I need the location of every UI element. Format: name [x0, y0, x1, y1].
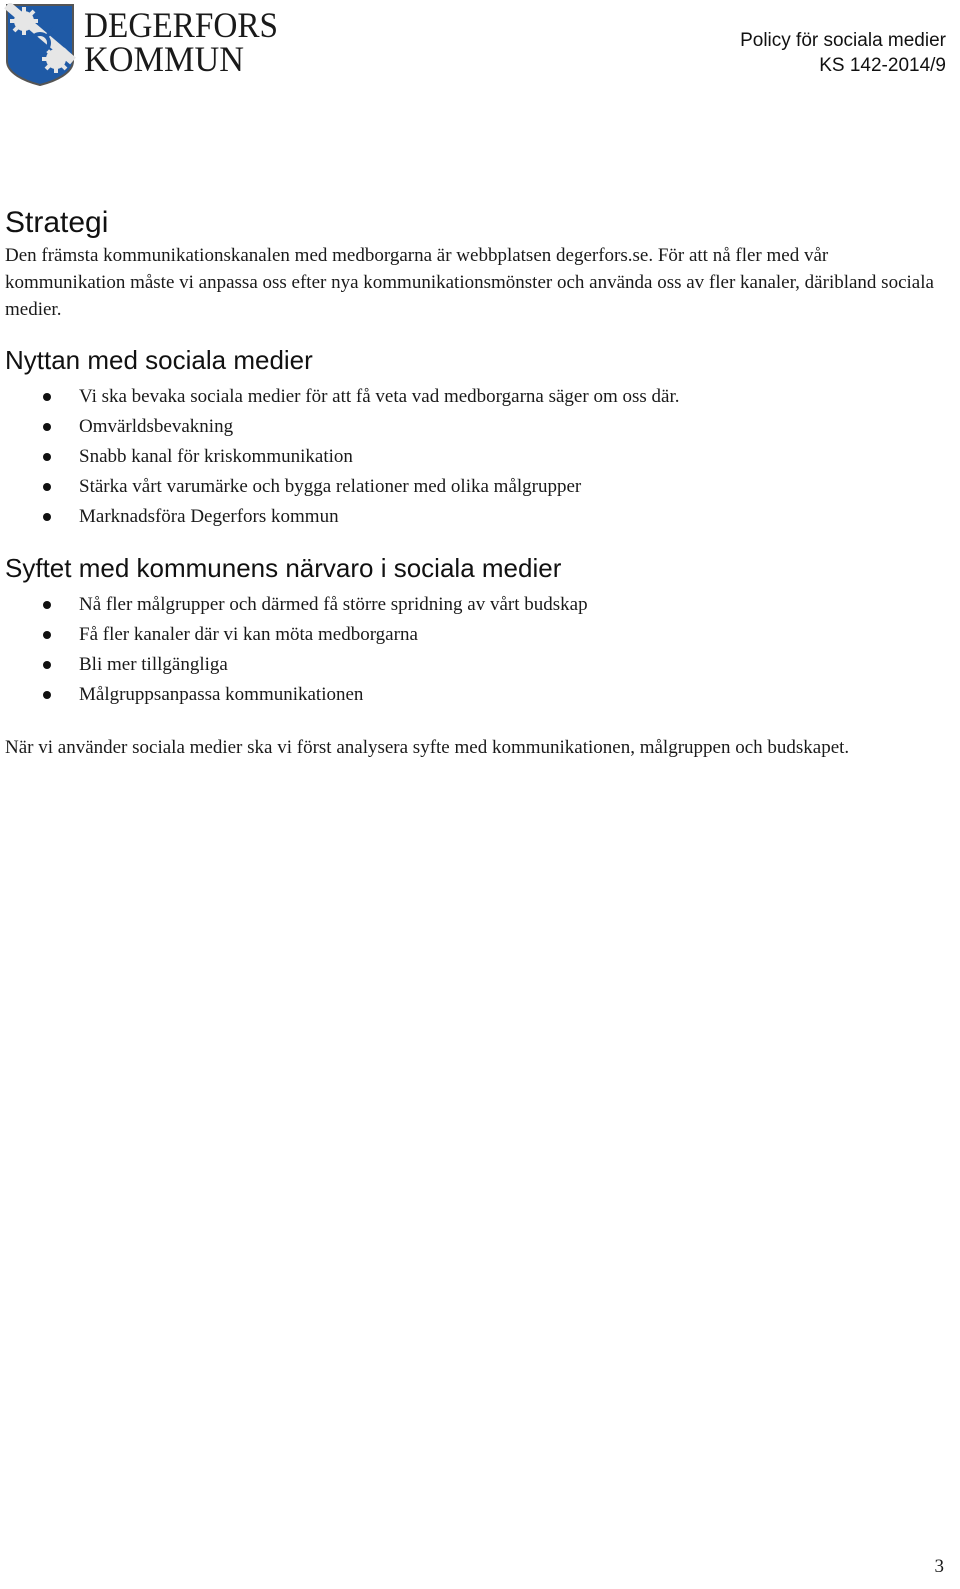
- bullet-icon: [43, 393, 51, 401]
- list-item: [5, 650, 945, 680]
- list-item: [5, 442, 945, 472]
- logo-line-2: KOMMUN: [84, 39, 244, 77]
- list-item: [5, 590, 945, 620]
- heading-strategi: Strategi: [5, 206, 109, 239]
- list-item-text: Snabb kanal för kriskommunikation: [79, 446, 353, 467]
- heading-nyttan: Nyttan med sociala medier: [5, 345, 313, 375]
- degerfors-kommun-logo: [4, 3, 284, 89]
- list-item-text: Bli mer tillgängliga: [79, 654, 228, 675]
- list-item: [5, 472, 945, 502]
- list-item: [5, 412, 945, 442]
- document-reference: [740, 28, 946, 78]
- closing-paragraph: När vi använder sociala medier ska vi först analysera syfte med kommunikationen, målgruppen och budskapet.: [5, 737, 850, 758]
- list-item-text: Få fler kanaler där vi kan möta medborgarna: [79, 624, 418, 645]
- logo-line-1: DEGERFORS: [84, 5, 278, 45]
- list-item-text: Marknadsföra Degerfors kommun: [79, 506, 339, 527]
- bullet-icon: [43, 483, 51, 491]
- logo-wordmark: [84, 5, 284, 77]
- bullet-icon: [43, 661, 51, 669]
- list-item: [5, 502, 945, 532]
- bullet-icon: [43, 601, 51, 609]
- document-title: Policy för sociala medier: [740, 30, 946, 51]
- nyttan-list: [5, 382, 945, 532]
- bullet-icon: [43, 631, 51, 639]
- heading-syftet: Syftet med kommunens närvaro i sociala medier: [5, 553, 562, 583]
- bullet-icon: [43, 423, 51, 431]
- list-item: [5, 680, 945, 710]
- page-header: [0, 0, 960, 100]
- list-item-text: Omvärldsbevakning: [79, 416, 234, 437]
- syftet-list: [5, 590, 945, 710]
- bullet-icon: [43, 453, 51, 461]
- municipal-shield-icon: [4, 3, 76, 87]
- list-item-text: Vi ska bevaka sociala medier för att få veta vad medborgarna säger om oss där.: [79, 386, 680, 407]
- document-number: KS 142-2014/9: [819, 55, 946, 76]
- list-item: [5, 620, 945, 650]
- document-body: [5, 205, 945, 761]
- list-item-text: Målgruppsanpassa kommunikationen: [79, 684, 364, 705]
- bullet-icon: [43, 513, 51, 521]
- page-number: 3: [934, 1556, 944, 1577]
- list-item-text: Nå fler målgrupper och därmed få större spridning av vårt budskap: [79, 594, 588, 615]
- list-item: [5, 382, 945, 412]
- strategi-paragraph: Den främsta kommunikationskanalen med medborgarna är webbplatsen degerfors.se. För att nå fler med vår kommunikation måste vi anpassa oss efter nya kommunikationsmönster och använda oss av fler kanaler, däribland sociala medier.: [5, 245, 934, 320]
- list-item-text: Stärka vårt varumärke och bygga relationer med olika målgrupper: [79, 476, 582, 497]
- bullet-icon: [43, 691, 51, 699]
